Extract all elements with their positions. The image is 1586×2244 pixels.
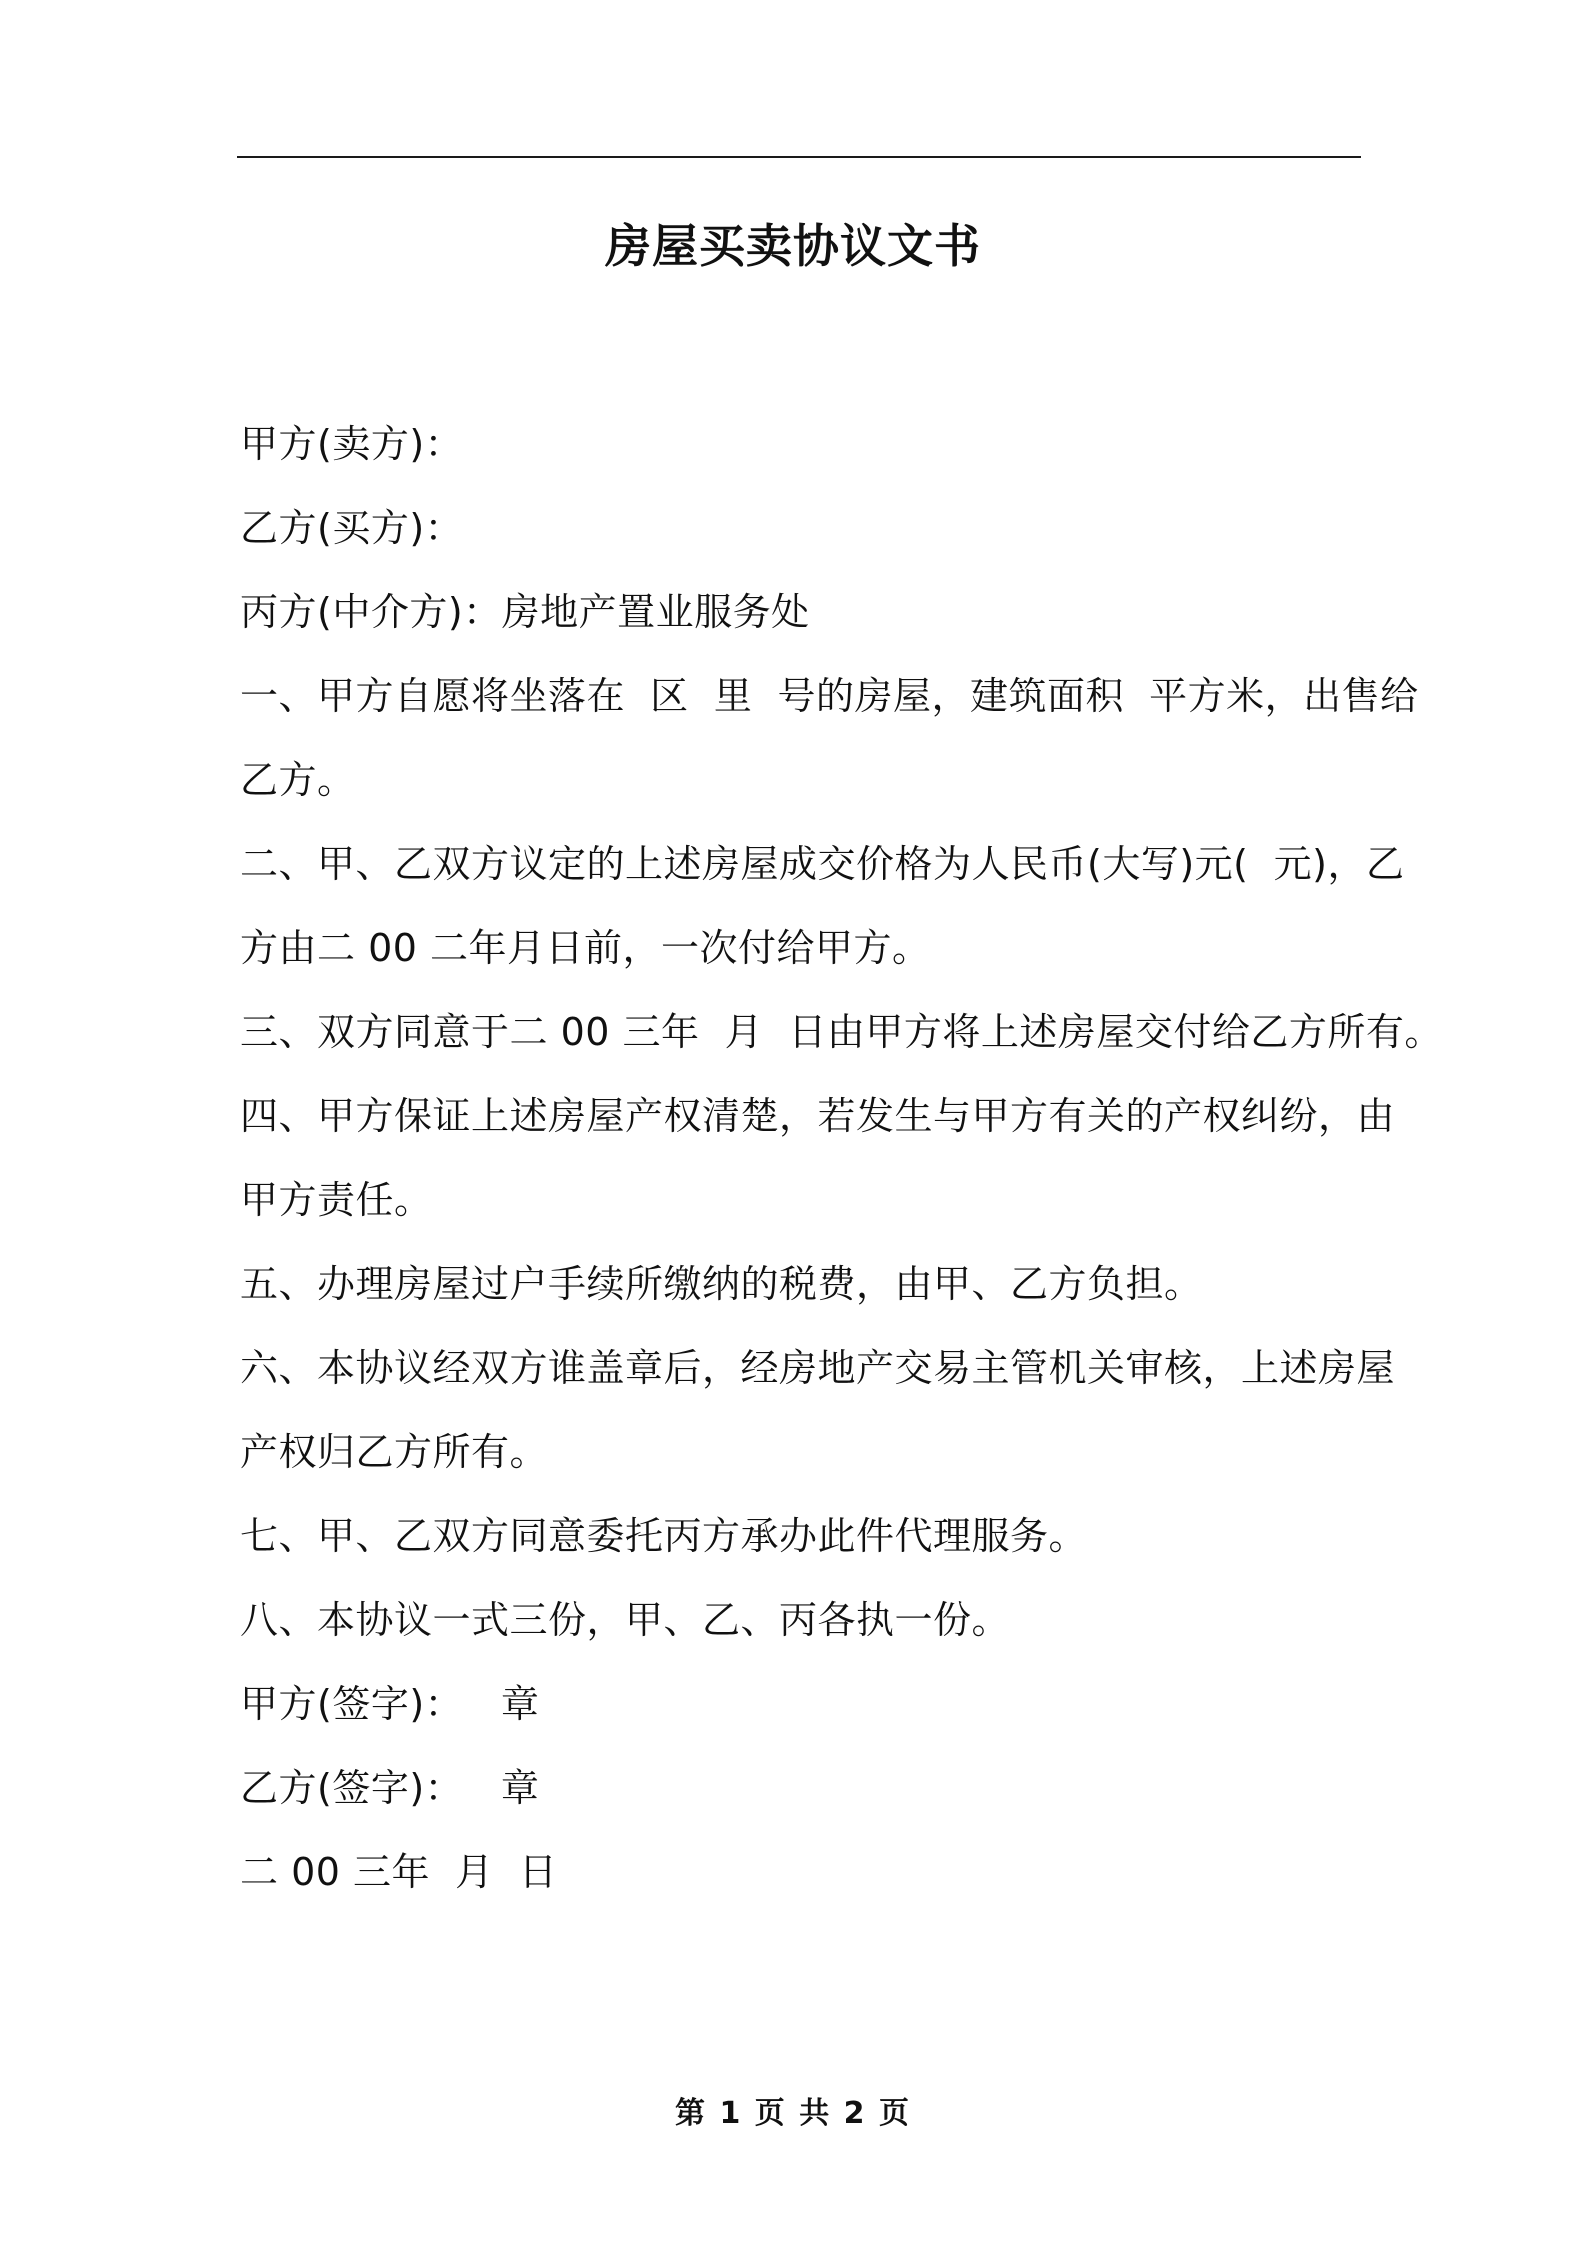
clause-5-line: 五、办理房屋过户手续所缴纳的税费，由甲、乙方负担。 — [240, 1262, 1203, 1306]
party-a-line: 甲方(卖方)： — [240, 422, 464, 466]
clause-6-line-2: 产权归乙方所有。 — [240, 1430, 549, 1474]
clause-4-line-1: 四、甲方保证上述房屋产权清楚，若发生与甲方有关的产权纠纷，由 — [240, 1094, 1396, 1138]
party-c-line: 丙方(中介方)：房地产置业服务处 — [240, 590, 810, 634]
clause-6-line-1: 六、本协议经双方谁盖章后，经房地产交易主管机关审核，上述房屋 — [240, 1346, 1396, 1390]
party-b-signature-line: 乙方(签字)： 章 — [240, 1766, 540, 1810]
party-b-line: 乙方(买方)： — [240, 506, 464, 550]
party-a-signature-line: 甲方(签字)： 章 — [240, 1682, 540, 1726]
document-title: 房屋买卖协议文书 — [605, 219, 981, 273]
date-line: 二 00 三年 月 日 — [240, 1850, 558, 1894]
clause-3-line: 三、双方同意于二 00 三年 月 日由甲方将上述房屋交付给乙方所有。 — [240, 1010, 1443, 1054]
header-rule — [237, 156, 1361, 158]
clause-8-line: 八、本协议一式三份，甲、乙、丙各执一份。 — [240, 1598, 1011, 1642]
clause-1-line-1: 一、甲方自愿将坐落在 区 里 号的房屋，建筑面积 平方米，出售给 — [240, 674, 1419, 718]
page-number: 第 1 页 共 2 页 — [675, 2096, 911, 2131]
clause-2-line-1: 二、甲、乙双方议定的上述房屋成交价格为人民币(大写)元( 元)，乙 — [240, 842, 1405, 886]
document-body — [240, 402, 1443, 1914]
clause-7-line: 七、甲、乙双方同意委托丙方承办此件代理服务。 — [240, 1514, 1088, 1558]
clause-1-line-2: 乙方。 — [240, 758, 356, 802]
clause-4-line-2: 甲方责任。 — [240, 1178, 433, 1222]
clause-2-line-2: 方由二 00 二年月日前，一次付给甲方。 — [240, 926, 931, 970]
